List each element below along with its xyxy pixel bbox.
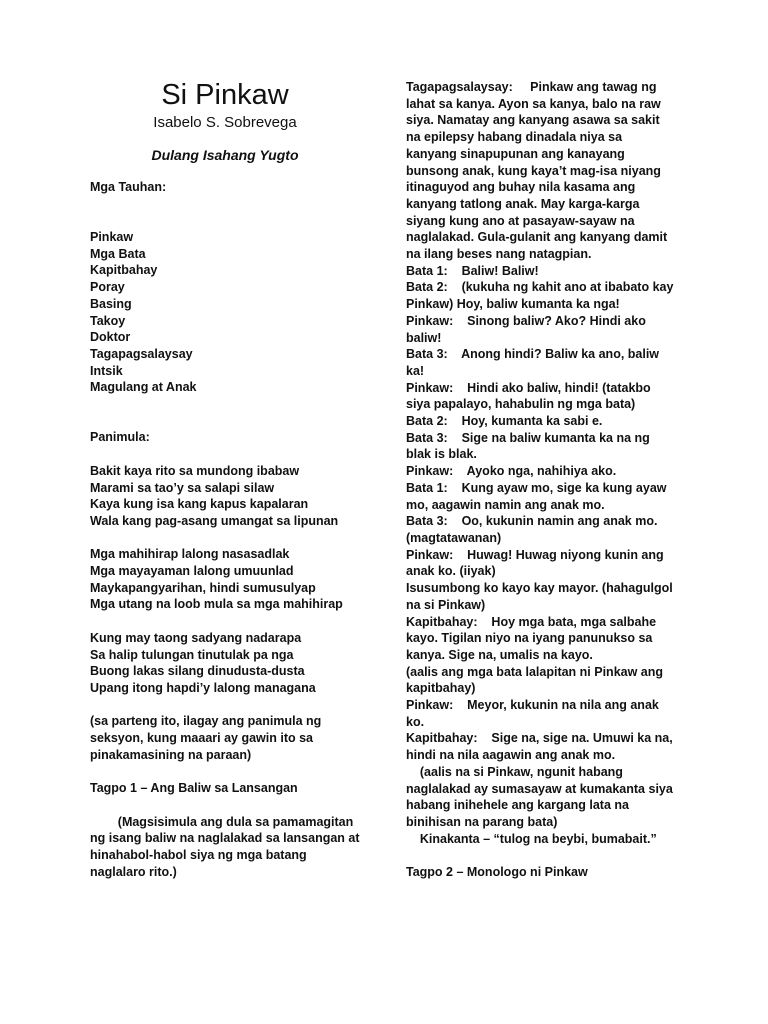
right-column-text-line: naglalakad. Gula-gulanit ang kanyang damit <box>406 230 668 245</box>
left-column-blank-line <box>90 446 380 463</box>
right-column-text-line: kanyang sinapupunan ang kanayang <box>406 146 625 161</box>
right-column-text-line: Bata 3: Anong hindi? Baliw ka ano, baliw <box>406 347 660 362</box>
left-column-text-line: Intsik <box>90 363 123 378</box>
right-column-text-line: (magtatawanan) <box>406 530 502 545</box>
left-column-text-line: seksyon, kung maaari ay gawin ito sa <box>90 731 314 746</box>
right-column-text-line: bunsong anak, kung kaya’t mag-isa niyang <box>406 163 661 178</box>
right-column-text-line: kayo. Tigilan niyo na iyang panunukso sa <box>406 631 653 646</box>
right-column-text-line: Isusumbong ko kayo kay mayor. (hahagulgol <box>406 581 673 596</box>
right-column-text-line: ka! <box>406 363 425 378</box>
left-column-text-line: hinahabol-habol siya ng mga batang <box>90 847 307 862</box>
right-column-text-line: (aalis ang mga bata lalapitan ni Pinkaw ang <box>406 664 664 679</box>
left-column-blank-line <box>90 530 380 547</box>
right-column-text-line: Bata 2: Hoy, kumanta ka sabi e. <box>406 414 603 429</box>
left-column-text-line: Panimula: <box>90 430 150 445</box>
left-column-text-line: Mga utang na loob mula sa mga mahihirap <box>90 597 343 612</box>
right-column-text-line: Kapitbahay: Sige na, sige na. Umuwi ka na, <box>406 731 673 746</box>
left-column-text-line: Marami sa tao’y sa salapi silaw <box>90 480 275 495</box>
right-column-text-line: siya papalayo, hahabulin ng mga bata) <box>406 397 636 412</box>
right-column-text-line: na si Pinkaw) <box>406 597 486 612</box>
left-column-text-line: Wala kang pag-asang umangat sa lipunan <box>90 513 339 528</box>
right-column-text-line: Bata 1: Kung ayaw mo, sige ka kung ayaw <box>406 480 667 495</box>
left-column-text-line: Maykapangyarihan, hindi sumusulyap <box>90 580 316 595</box>
left-column-text-line: Mga mahihirap lalong nasasadlak <box>90 547 290 562</box>
right-column-text-line: Pinkaw: Hindi ako baliw, hindi! (tatakbo <box>406 380 651 395</box>
left-column-blank-line <box>90 763 380 780</box>
left-column-text-line: pinakamasining na paraan) <box>90 747 252 762</box>
right-column <box>406 79 688 881</box>
right-column-text-line: blak is blak. <box>406 447 477 462</box>
left-column-blank-line <box>90 797 380 814</box>
right-column-text-line: (aalis na si Pinkaw, ngunit habang <box>406 764 623 779</box>
left-column-text-line: Poray <box>90 280 125 295</box>
left-column-text-line: Kung may taong sadyang nadarapa <box>90 630 302 645</box>
left-column <box>90 179 380 880</box>
right-column-text-line: hindi na nila aagawin ang anak mo. <box>406 748 616 763</box>
left-column-blank-line <box>90 613 380 630</box>
right-column-text-line: Bata 3: Oo, kukunin namin ang anak mo. <box>406 514 658 529</box>
right-column-text-line: kanyang tatlong anak. May karga-karga <box>406 196 640 211</box>
left-column-text-line: Bakit kaya rito sa mundong ibabaw <box>90 463 300 478</box>
title-block <box>90 78 360 163</box>
right-column-text-line: itinaguyod ang buhay nila kasama ang <box>406 180 636 195</box>
right-column-text-line: lahat sa kanya. Ayon sa kanya, balo na raw <box>406 96 661 111</box>
right-column-text-line: mo, aagawin namin ang anak mo. <box>406 497 605 512</box>
right-column-text-line: kanya. Sige na, umalis na kayo. <box>406 647 593 662</box>
left-column-text-line: Kapitbahay <box>90 263 158 278</box>
left-column-text-line: Basing <box>90 296 132 311</box>
right-column-text-line: Pinkaw: Sinong baliw? Ako? Hindi ako <box>406 313 646 328</box>
left-column-text-line: (sa parteng ito, ilagay ang panimula ng <box>90 714 322 729</box>
right-column-text-line: Pinkaw: Meyor, kukunin na nila ang anak <box>406 698 659 713</box>
play-subtitle: Dulang Isahang Yugto <box>151 147 299 163</box>
right-column-text-line: Tagapagsalaysay: Pinkaw ang tawag ng <box>406 80 657 94</box>
left-column-text-line: Mga Tauhan: <box>90 180 167 194</box>
right-column-blank-line <box>406 847 688 864</box>
left-column-text-line: Takoy <box>90 313 126 328</box>
right-column-text-line: baliw! <box>406 330 442 345</box>
right-column-text-line: Bata 1: Baliw! Baliw! <box>406 263 539 278</box>
right-column-text-line: anak ko. (iiyak) <box>406 564 496 579</box>
right-column-text-line: na ilang beses nang natagpian. <box>406 247 592 262</box>
right-column-text-line: Pinkaw: Huwag! Huwag niyong kunin ang <box>406 547 664 562</box>
right-column-text-line: na epilepsy habang dinadala niya sa <box>406 130 623 145</box>
left-column-text-line: Tagpo 1 – Ang Baliw sa Lansangan <box>90 781 298 796</box>
right-column-text-line: Bata 2: (kukuha ng kahit ano at ibabato kay <box>406 280 674 295</box>
left-column-text-line: Buong lakas silang dinudusta-dusta <box>90 664 305 679</box>
right-column-text-line: Kapitbahay: Hoy mga bata, mga salbahe <box>406 614 657 629</box>
left-column-blank-line <box>90 697 380 714</box>
left-column-text-line: Magulang at Anak <box>90 380 197 395</box>
left-column-text-line: (Magsisimula ang dula sa pamamagitan <box>90 814 354 829</box>
right-column-text-line: siya. Namatay ang kanyang asawa sa sakit <box>406 113 660 128</box>
right-column-text-line: ko. <box>406 714 425 729</box>
author-name: Isabelo S. Sobrevega <box>153 114 297 131</box>
left-column-blank-line <box>90 413 380 430</box>
right-column-text-line: Tagpo 2 – Monologo ni Pinkaw <box>406 865 588 880</box>
left-column-blank-line <box>90 196 380 213</box>
right-column-text-line: binihisan na parang bata) <box>406 814 558 829</box>
left-column-text-line: Kaya kung isa kang kapus kapalaran <box>90 497 309 512</box>
left-column-text-line: Tagapagsalaysay <box>90 347 193 361</box>
right-column-text-line: Pinkaw: Ayoko nga, nahihiya ako. <box>406 464 617 479</box>
left-column-text-line: Upang itong hapdi’y lalong managana <box>90 680 316 695</box>
left-column-text-line: Pinkaw <box>90 230 134 245</box>
left-column-text-line: Mga Bata <box>90 246 146 261</box>
right-column-text-line: siyang kung ano at pasayaw-sayaw na <box>406 213 635 228</box>
left-column-blank-line <box>90 212 380 229</box>
left-column-text-line: Mga mayayaman lalong umuunlad <box>90 564 294 579</box>
play-title: Si Pinkaw <box>161 79 289 111</box>
right-column-text-line: Bata 3: Sige na baliw kumanta ka na ng <box>406 430 650 445</box>
right-column-text-line: Pinkaw) Hoy, baliw kumanta ka nga! <box>406 297 620 312</box>
right-column-text-line: kapitbahay) <box>406 681 476 696</box>
right-column-text-line: naglalakad ay sumasayaw at kumakanta siya <box>406 781 673 796</box>
left-column-text-line: ng isang baliw na naglalakad sa lansangan at <box>90 831 360 846</box>
left-column-text-line: naglalaro rito.) <box>90 864 177 879</box>
left-column-text-line: Sa halip tulungan tinutulak pa nga <box>90 647 294 662</box>
right-column-text-line: habang inihehele ang kargang lata na <box>406 798 629 813</box>
right-column-text-line: Kinakanta – “tulog na beybi, bumabait.” <box>406 831 657 846</box>
left-column-text-line: Doktor <box>90 330 131 345</box>
left-column-blank-line <box>90 396 380 413</box>
